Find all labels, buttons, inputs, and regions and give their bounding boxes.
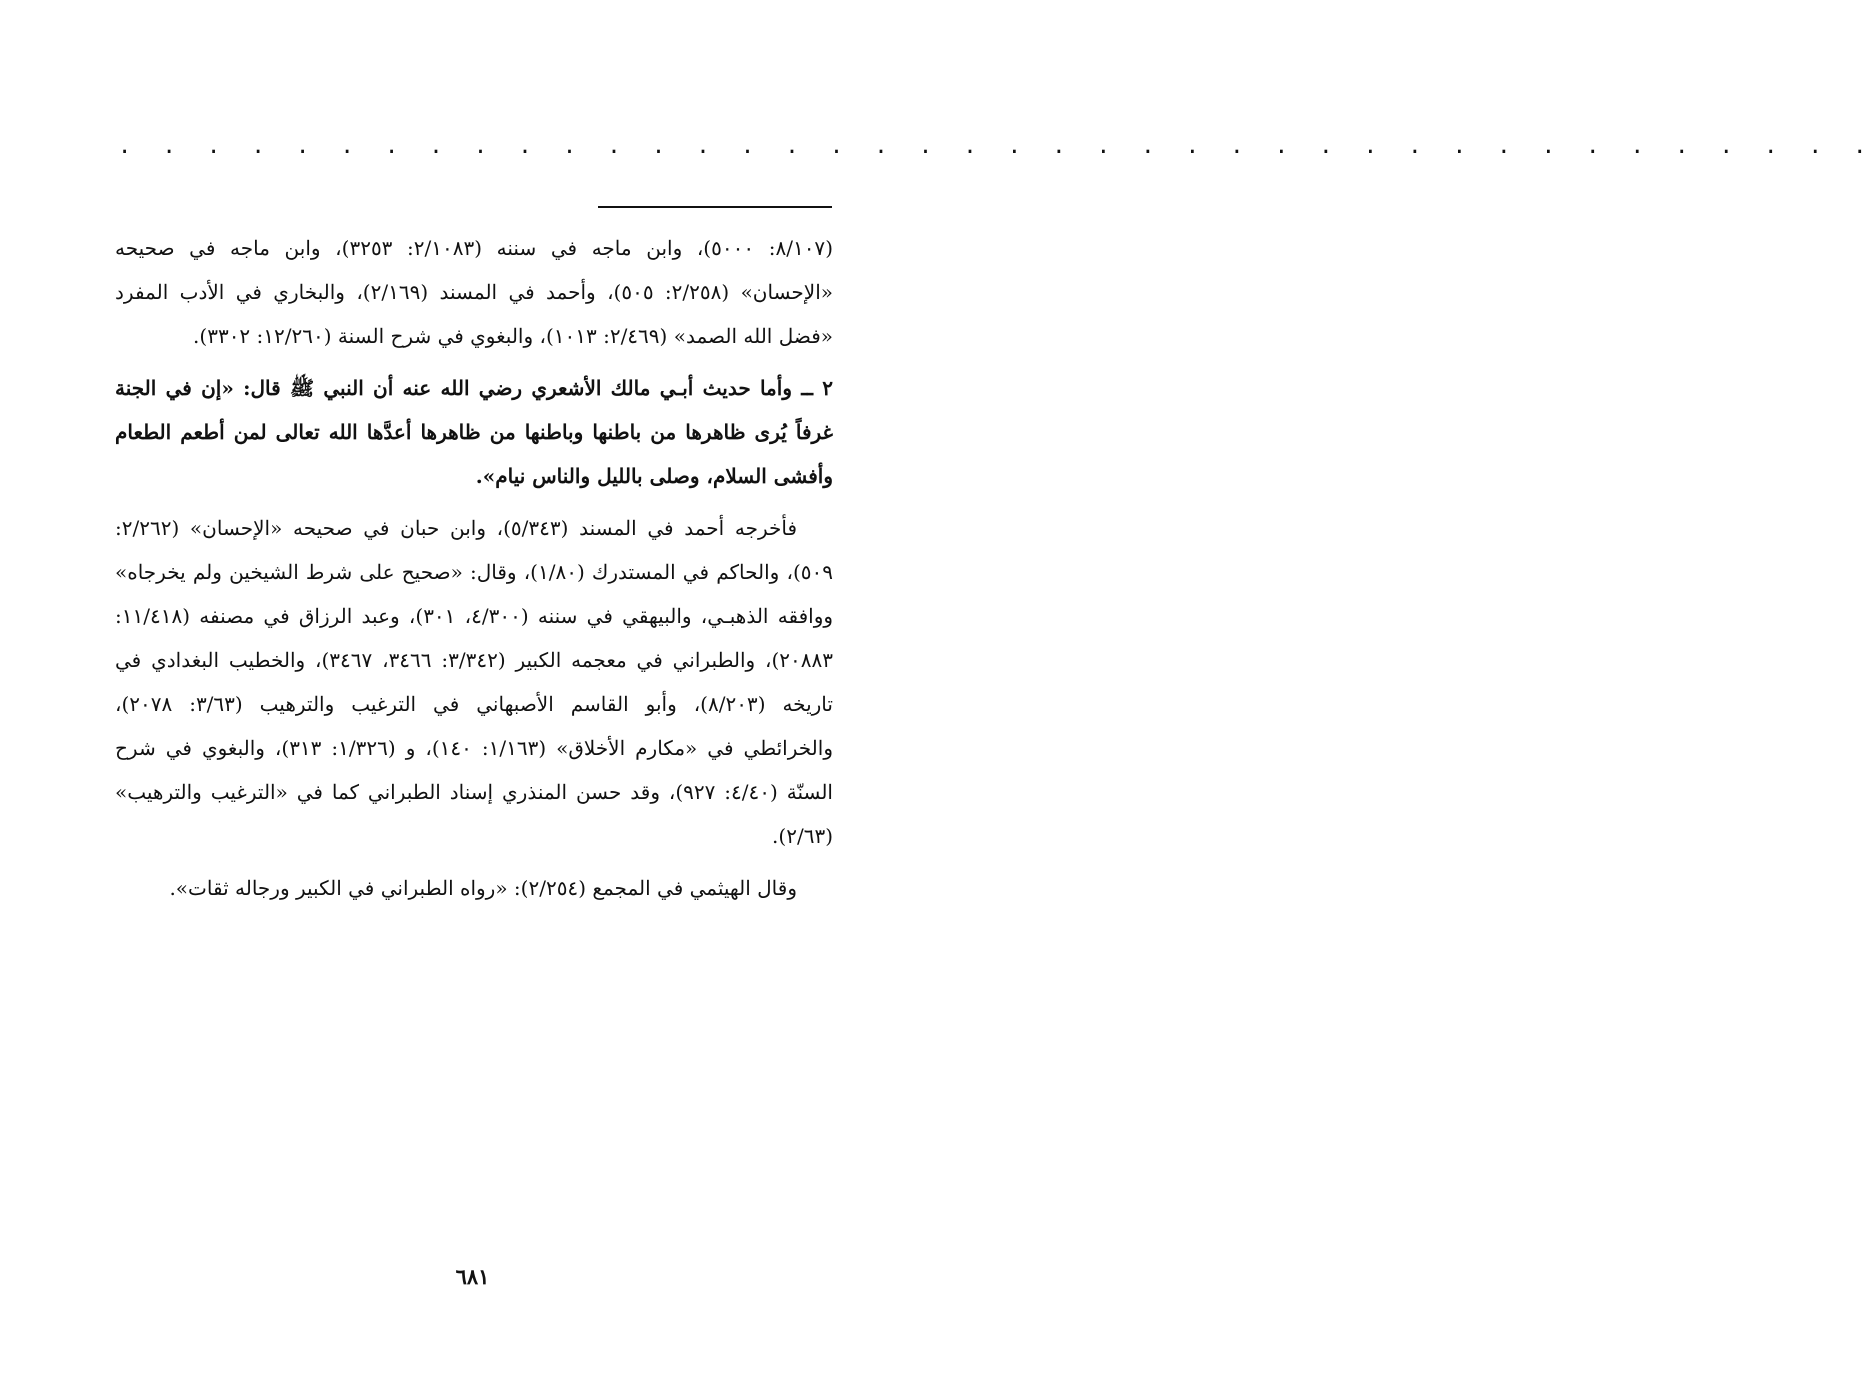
page-number: ٦٨١ bbox=[455, 1264, 490, 1289]
dotted-separator: · · · · · · · · · · · · · · · · · · · · · · · · · · · · · · · · · · · · · · · · bbox=[118, 140, 1875, 165]
haythami-paragraph-4: وقال الهيثمي في المجمع (٢/٢٥٤): «رواه الطبراني في الكبير ورجاله ثقات». bbox=[169, 876, 797, 900]
hadith-paragraph-2: ٢ ــ وأما حديث أبـي مالك الأشعري رضي الله عنه أن النبي ﷺ قال: «إن في الجنة غرفاً يُرى ظاهرها من باطنها وباطنها من ظاهرها أعدَّها الله تعالى لمن أطعم الطعام وأفشى السلام، وصلى بالليل والناس نيام». bbox=[115, 376, 833, 488]
takhrij-paragraph-3: فأخرجه أحمد في المسند (٥/٣٤٣)، وابن حبان في صحيحه «الإحسان» (٢/٢٦٢: ٥٠٩)، والحاكم في المستدرك (١/٨٠)، وقال: «صحيح على شرط الشيخين ولم يخرجاه» ووافقه الذهبـي، والبيهقي في سننه (٤/٣٠٠، ٣٠١)، وعبد الرزاق في مصنفه (١١/٤١٨: ٢٠٨٨٣)، والطبراني في معجمه الكبير (٣/٣٤٢: ٣٤٦٦، ٣٤٦٧)، والخطيب البغدادي في تاريخه (٨/٢٠٣)، وأبو القاسم الأصبهاني في الترغيب والترهيب (٣/٦٣: ٢٠٧٨)، والخرائطي في «مكارم الأخلاق» (١/١٦٣: ١٤٠)، و (١/٣٢٦: ٣١٣)، والبغوي في شرح السنّة (٤/٤٠: ٩٢٧)، وقد حسن المنذري إسناد الطبراني كما في «الترغيب والترهيب» (٢/٦٣). bbox=[115, 516, 834, 848]
footnote-rule bbox=[598, 206, 832, 208]
footnote-paragraph-1: (٨/١٠٧: ٥٠٠٠)، وابن ماجه في سننه (٢/١٠٨٣: ٣٢٥٣)، وابن ماجه في صحيحه «الإحسان» (٢/٢٥٨: ٥٠٥)، وأحمد في المسند (٢/١٦٩)، والبخاري في الأدب المفرد «فضل الله الصمد» (٢/٤٦٩: ١٠١٣)، والبغوي في شرح السنة (١٢/٢٦٠: ٣٣٠٢). bbox=[115, 236, 833, 348]
footnote-text bbox=[115, 226, 833, 910]
